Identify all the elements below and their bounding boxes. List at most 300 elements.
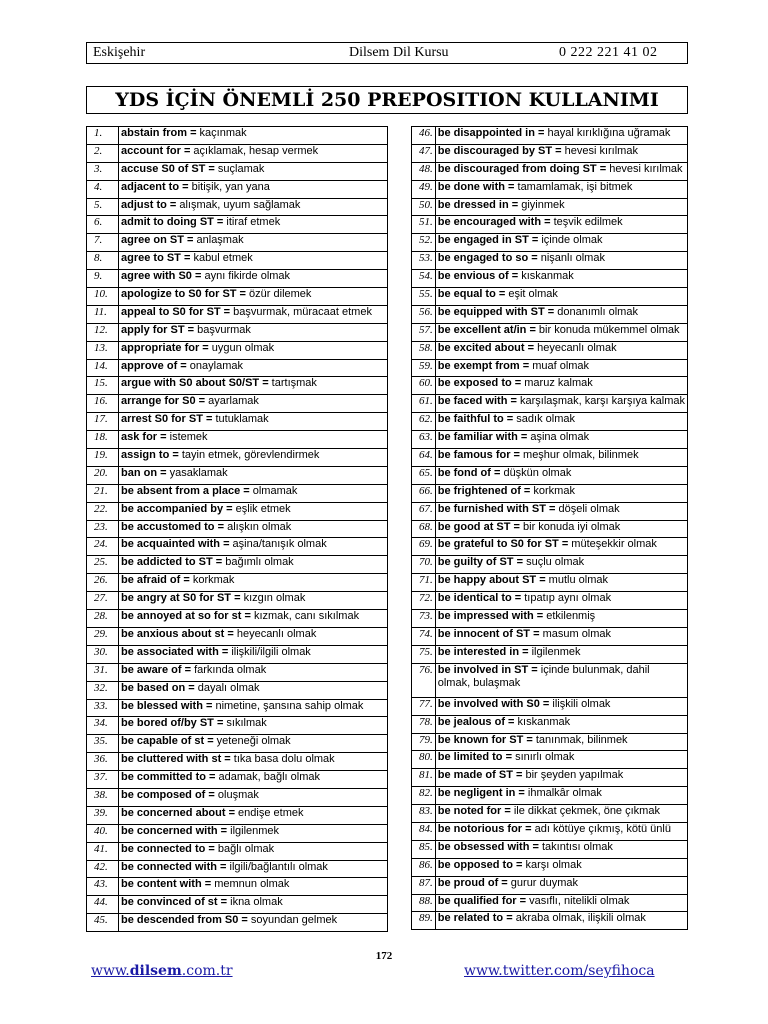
preposition-term: arrange for S0 = — [121, 395, 206, 408]
preposition-term: account for = — [121, 144, 191, 157]
preposition-term: be familiar with = — [437, 431, 528, 444]
preposition-term: appeal to S0 for ST = — [121, 305, 231, 318]
item-number: 69. — [412, 538, 436, 556]
item-number: 58. — [412, 341, 436, 359]
preposition-term: be based on = — [121, 681, 195, 694]
preposition-term: abstain from = — [121, 127, 197, 139]
item-text — [119, 663, 388, 681]
item-number: 16. — [87, 395, 119, 413]
preposition-term: be accompanied by = — [121, 502, 233, 515]
item-number: 40. — [87, 824, 119, 842]
preposition-term: be done with = — [437, 180, 515, 193]
list-item — [87, 699, 388, 717]
turkish-meaning: vasıflı, nitelikli olmak — [526, 894, 630, 907]
item-text — [435, 431, 687, 449]
list-item — [412, 216, 688, 234]
item-text — [435, 341, 687, 359]
page-number: 172 — [375, 950, 393, 962]
item-text — [435, 198, 687, 216]
turkish-meaning: akraba olmak, ilişkili olmak — [512, 912, 646, 925]
list-item — [87, 502, 388, 520]
preposition-term: be negligent in = — [437, 787, 525, 800]
turkish-meaning: istemek — [166, 431, 208, 444]
preposition-term: argue with S0 about S0/ST = — [121, 377, 269, 390]
list-item — [412, 627, 688, 645]
preposition-term: be known for ST = — [437, 733, 533, 746]
item-text — [435, 520, 687, 538]
preposition-term: be associated with = — [121, 645, 229, 658]
item-text — [119, 198, 388, 216]
item-text — [435, 556, 687, 574]
item-number: 76. — [412, 663, 436, 697]
turkish-meaning: yasaklamak — [166, 466, 228, 479]
turkish-meaning: sadık olmak — [513, 413, 575, 426]
item-text — [435, 627, 687, 645]
turkish-meaning: karşı olmak — [522, 858, 582, 871]
turkish-meaning: tartışmak — [268, 377, 317, 390]
list-item — [412, 341, 688, 359]
turkish-meaning: içinde bulunmak, dahil olmak, bulaşmak — [437, 663, 650, 689]
list-item — [87, 252, 388, 270]
list-item — [87, 824, 388, 842]
turkish-meaning: özür dilemek — [246, 288, 312, 301]
item-number: 30. — [87, 645, 119, 663]
item-text — [435, 912, 687, 930]
item-text — [435, 574, 687, 592]
item-text — [435, 858, 687, 876]
preposition-term: be involved in ST = — [437, 663, 538, 676]
preposition-term: adjust to = — [121, 198, 177, 211]
preposition-term: be equal to = — [437, 288, 506, 301]
item-number: 23. — [87, 520, 119, 538]
preposition-term: be faithful to = — [437, 413, 514, 426]
item-number: 19. — [87, 449, 119, 467]
item-number: 46. — [412, 127, 436, 145]
footer-website-link[interactable] — [91, 963, 233, 979]
preposition-term: be annoyed at so for st = — [121, 610, 251, 623]
item-text — [435, 610, 687, 628]
preposition-term: be concerned with = — [121, 824, 228, 837]
item-text — [119, 556, 388, 574]
item-number: 5. — [87, 198, 119, 216]
header-phone: 0 222 221 41 02 — [559, 45, 658, 60]
preposition-term: be connected with = — [121, 860, 227, 873]
item-number: 45. — [87, 914, 119, 932]
turkish-meaning: tutuklamak — [212, 413, 269, 426]
list-item — [87, 341, 388, 359]
turkish-meaning: ilişkili/ilgili olmak — [228, 645, 311, 658]
turkish-meaning: döşeli olmak — [555, 502, 620, 515]
list-item — [412, 751, 688, 769]
list-item — [412, 395, 688, 413]
preposition-term: be frightened of = — [437, 484, 531, 497]
preposition-term: be discouraged from doing ST = — [437, 162, 607, 175]
list-item — [87, 806, 388, 824]
item-text — [435, 538, 687, 556]
item-text — [435, 840, 687, 858]
preposition-term: be cluttered with st = — [121, 753, 231, 766]
list-item — [412, 198, 688, 216]
item-number: 3. — [87, 162, 119, 180]
item-number: 49. — [412, 180, 436, 198]
item-number: 88. — [412, 894, 436, 912]
item-text — [435, 377, 687, 395]
header-course: Dilsem Dil Kursu — [349, 45, 449, 60]
preposition-term: accuse S0 of ST = — [121, 162, 215, 175]
turkish-meaning: olmamak — [249, 484, 298, 497]
turkish-meaning: ilgilenmek — [227, 824, 280, 837]
item-text — [435, 252, 687, 270]
list-item — [87, 431, 388, 449]
preposition-term: be addicted to ST = — [121, 556, 223, 569]
turkish-meaning: ile dikkat çekmek, öne çıkmak — [510, 805, 660, 818]
list-item — [87, 216, 388, 234]
item-text — [119, 645, 388, 663]
list-item — [412, 769, 688, 787]
preposition-term: be identical to = — [437, 592, 522, 605]
item-number: 84. — [412, 822, 436, 840]
item-text — [119, 735, 388, 753]
item-text — [119, 252, 388, 270]
preposition-term: be good at ST = — [437, 520, 520, 533]
turkish-meaning: farkında olmak — [191, 663, 267, 676]
item-number: 24. — [87, 538, 119, 556]
item-text — [119, 771, 388, 789]
item-number: 39. — [87, 806, 119, 824]
preposition-term: be famous for = — [437, 449, 520, 462]
item-number: 27. — [87, 592, 119, 610]
turkish-meaning: tıka basa dolu olmak — [230, 753, 335, 766]
item-number: 55. — [412, 288, 436, 306]
turkish-meaning: kızmak, canı sıkılmak — [250, 610, 360, 623]
list-item — [412, 787, 688, 805]
list-item — [87, 466, 388, 484]
list-item — [87, 234, 388, 252]
preposition-term: be dressed in = — [437, 198, 519, 211]
item-number: 70. — [412, 556, 436, 574]
item-text — [435, 663, 687, 697]
preposition-term: arrest S0 for ST = — [121, 413, 213, 426]
preposition-term: be angry at S0 for ST = — [121, 592, 241, 605]
list-item — [412, 715, 688, 733]
turkish-meaning: ilişkili olmak — [549, 697, 611, 710]
turkish-meaning: heyecanlı olmak — [233, 627, 317, 640]
header-bar — [86, 42, 688, 64]
item-text — [119, 305, 388, 323]
item-number: 85. — [412, 840, 436, 858]
item-text — [435, 413, 687, 431]
preposition-term: be involved with S0 = — [437, 697, 550, 710]
list-item — [87, 377, 388, 395]
preposition-term: be content with = — [121, 878, 212, 891]
item-number: 12. — [87, 323, 119, 341]
item-number: 35. — [87, 735, 119, 753]
list-item — [87, 610, 388, 628]
item-number: 65. — [412, 466, 436, 484]
turkish-meaning: donanımlı olmak — [554, 305, 638, 318]
preposition-term: ask for = — [121, 431, 167, 444]
list-item — [412, 538, 688, 556]
turkish-meaning: adamak, bağlı olmak — [215, 771, 320, 784]
item-text — [435, 769, 687, 787]
list-item — [412, 288, 688, 306]
preposition-term: assign to = — [121, 449, 179, 462]
list-item — [412, 377, 688, 395]
list-item — [412, 234, 688, 252]
item-text — [435, 449, 687, 467]
preposition-term: be bored of/by ST = — [121, 717, 224, 730]
item-text — [435, 144, 687, 162]
list-item — [87, 270, 388, 288]
item-number: 50. — [412, 198, 436, 216]
item-number: 43. — [87, 878, 119, 896]
item-number: 66. — [412, 484, 436, 502]
preposition-term: be acquainted with = — [121, 538, 230, 551]
list-item — [412, 520, 688, 538]
list-item — [412, 502, 688, 520]
list-item — [87, 645, 388, 663]
item-number: 52. — [412, 234, 436, 252]
list-item — [87, 323, 388, 341]
item-number: 79. — [412, 733, 436, 751]
preposition-term: be concerned about = — [121, 806, 235, 819]
preposition-term: be blessed with = — [121, 699, 213, 712]
preposition-term: be limited to = — [437, 751, 513, 764]
turkish-meaning: oluşmak — [214, 788, 259, 801]
list-item — [87, 162, 388, 180]
turkish-meaning: kıskanmak — [518, 270, 574, 283]
list-item — [412, 912, 688, 930]
left-column-table — [86, 126, 388, 932]
item-text — [119, 860, 388, 878]
item-number: 60. — [412, 377, 436, 395]
item-number: 51. — [412, 216, 436, 234]
turkish-meaning: giyinmek — [518, 198, 565, 211]
item-number: 8. — [87, 252, 119, 270]
item-number: 56. — [412, 305, 436, 323]
item-number: 54. — [412, 270, 436, 288]
list-item — [412, 270, 688, 288]
item-text — [435, 484, 687, 502]
turkish-meaning: itiraf etmek — [223, 216, 281, 229]
item-text — [435, 216, 687, 234]
item-text — [119, 162, 388, 180]
item-number: 28. — [87, 610, 119, 628]
preposition-term: be impressed with = — [437, 610, 544, 623]
turkish-meaning: dayalı olmak — [194, 681, 260, 694]
preposition-term: be composed of = — [121, 788, 215, 801]
list-item — [412, 180, 688, 198]
footer-website-brand: dilsem — [129, 963, 182, 979]
preposition-term: be obsessed with = — [437, 840, 539, 853]
preposition-term: be proud of = — [437, 876, 508, 889]
item-text — [119, 753, 388, 771]
turkish-meaning: eşit olmak — [505, 288, 558, 301]
item-number: 10. — [87, 288, 119, 306]
item-number: 47. — [412, 144, 436, 162]
item-text — [435, 751, 687, 769]
item-text — [119, 323, 388, 341]
turkish-meaning: kıskanmak — [514, 715, 571, 728]
list-item — [412, 858, 688, 876]
turkish-meaning: suçlamak — [214, 162, 265, 175]
item-number: 6. — [87, 216, 119, 234]
preposition-term: be grateful to S0 for ST = — [437, 538, 569, 551]
item-text — [435, 733, 687, 751]
list-item — [412, 431, 688, 449]
list-item — [87, 288, 388, 306]
item-number: 36. — [87, 753, 119, 771]
item-text — [435, 715, 687, 733]
list-item — [412, 305, 688, 323]
list-item — [412, 556, 688, 574]
preposition-term: be equipped with ST = — [437, 305, 555, 318]
item-number: 53. — [412, 252, 436, 270]
turkish-meaning: muaf olmak — [529, 359, 590, 372]
turkish-meaning: mutlu olmak — [545, 574, 608, 587]
turkish-meaning: memnun olmak — [211, 878, 290, 891]
item-number: 1. — [87, 127, 119, 145]
item-number: 59. — [412, 359, 436, 377]
item-text — [119, 914, 388, 932]
header-city: Eskişehir — [93, 45, 146, 60]
item-number: 62. — [412, 413, 436, 431]
preposition-term: be exposed to = — [437, 377, 522, 390]
preposition-term: be happy about ST = — [437, 574, 546, 587]
footer-website-suffix: .com.tr — [181, 963, 233, 979]
item-text — [119, 592, 388, 610]
list-item — [87, 305, 388, 323]
list-item — [412, 484, 688, 502]
list-item — [412, 413, 688, 431]
item-number: 32. — [87, 681, 119, 699]
item-number: 13. — [87, 341, 119, 359]
item-text — [119, 288, 388, 306]
footer-website-prefix: www. — [91, 963, 130, 979]
turkish-meaning: bir şeyden yapılmak — [522, 769, 624, 782]
item-text — [435, 645, 687, 663]
item-text — [435, 323, 687, 341]
turkish-meaning: içinde olmak — [538, 234, 603, 247]
preposition-term: approve of = — [121, 359, 187, 372]
turkish-meaning: tanınmak, bilinmek — [532, 733, 628, 746]
item-text — [119, 824, 388, 842]
list-item — [87, 359, 388, 377]
turkish-meaning: suçlu olmak — [523, 556, 585, 569]
list-item — [87, 681, 388, 699]
item-number: 67. — [412, 502, 436, 520]
list-item — [87, 735, 388, 753]
preposition-term: be afraid of = — [121, 574, 190, 587]
item-number: 68. — [412, 520, 436, 538]
item-number: 80. — [412, 751, 436, 769]
item-number: 83. — [412, 805, 436, 823]
turkish-meaning: tayin etmek, görevlendirmek — [178, 449, 320, 462]
item-text — [119, 359, 388, 377]
turkish-meaning: ayarlamak — [205, 395, 259, 408]
turkish-meaning: alışkın olmak — [224, 520, 292, 533]
turkish-meaning: bağımlı olmak — [222, 556, 294, 569]
list-item — [412, 252, 688, 270]
item-text — [119, 717, 388, 735]
item-text — [435, 876, 687, 894]
item-text — [119, 395, 388, 413]
item-number: 11. — [87, 305, 119, 323]
preposition-term: apply for ST = — [121, 323, 195, 336]
preposition-term: appropriate for = — [121, 341, 209, 354]
item-text — [119, 466, 388, 484]
list-item — [87, 842, 388, 860]
turkish-meaning: hevesi kırılmak — [561, 144, 638, 157]
turkish-meaning: ihmalkâr olmak — [524, 787, 602, 800]
item-text — [119, 574, 388, 592]
item-text — [435, 234, 687, 252]
item-text — [435, 805, 687, 823]
page-title: YDS İÇİN ÖNEMLİ 250 PREPOSITION KULLANIMI — [86, 86, 688, 114]
preposition-term: be made of ST = — [437, 769, 523, 782]
item-text — [119, 520, 388, 538]
preposition-term: be notorious for = — [437, 822, 532, 835]
turkish-meaning: bir konuda mükemmel olmak — [535, 323, 680, 336]
item-number: 17. — [87, 413, 119, 431]
list-item — [87, 771, 388, 789]
list-item — [412, 144, 688, 162]
item-number: 82. — [412, 787, 436, 805]
preposition-term: be connected to = — [121, 842, 215, 855]
list-item — [412, 697, 688, 715]
item-number: 64. — [412, 449, 436, 467]
preposition-term: be convinced of st = — [121, 896, 228, 909]
turkish-meaning: adı kötüye çıkmış, kötü ünlü — [531, 822, 671, 835]
item-number: 73. — [412, 610, 436, 628]
list-item — [87, 753, 388, 771]
turkish-meaning: düşkün olmak — [500, 466, 572, 479]
item-number: 25. — [87, 556, 119, 574]
list-item — [87, 413, 388, 431]
turkish-meaning: soyundan gelmek — [247, 914, 338, 927]
list-item — [87, 878, 388, 896]
list-item — [412, 449, 688, 467]
item-text — [119, 681, 388, 699]
item-number: 74. — [412, 627, 436, 645]
preposition-term: be anxious about st = — [121, 627, 234, 640]
item-text — [435, 288, 687, 306]
item-number: 9. — [87, 270, 119, 288]
turkish-meaning: eşlik etmek — [232, 502, 291, 515]
preposition-term: adjacent to = — [121, 180, 189, 193]
list-item — [412, 663, 688, 697]
item-number: 37. — [87, 771, 119, 789]
turkish-meaning: alışmak, uyum sağlamak — [176, 198, 301, 211]
item-text — [119, 788, 388, 806]
turkish-meaning: açıklamak, hesap vermek — [190, 144, 319, 157]
footer-twitter-link[interactable]: www.twitter.com/seyfihoca — [464, 963, 655, 979]
item-number: 87. — [412, 876, 436, 894]
list-item — [87, 484, 388, 502]
preposition-term: be discouraged by ST = — [437, 144, 562, 157]
list-item — [87, 556, 388, 574]
item-text — [435, 592, 687, 610]
item-number: 33. — [87, 699, 119, 717]
turkish-meaning: anlaşmak — [193, 234, 244, 247]
list-item — [87, 127, 388, 145]
item-number: 31. — [87, 663, 119, 681]
item-number: 26. — [87, 574, 119, 592]
item-number: 38. — [87, 788, 119, 806]
item-text — [435, 395, 687, 413]
preposition-term: be noted for = — [437, 805, 511, 818]
list-item — [87, 395, 388, 413]
